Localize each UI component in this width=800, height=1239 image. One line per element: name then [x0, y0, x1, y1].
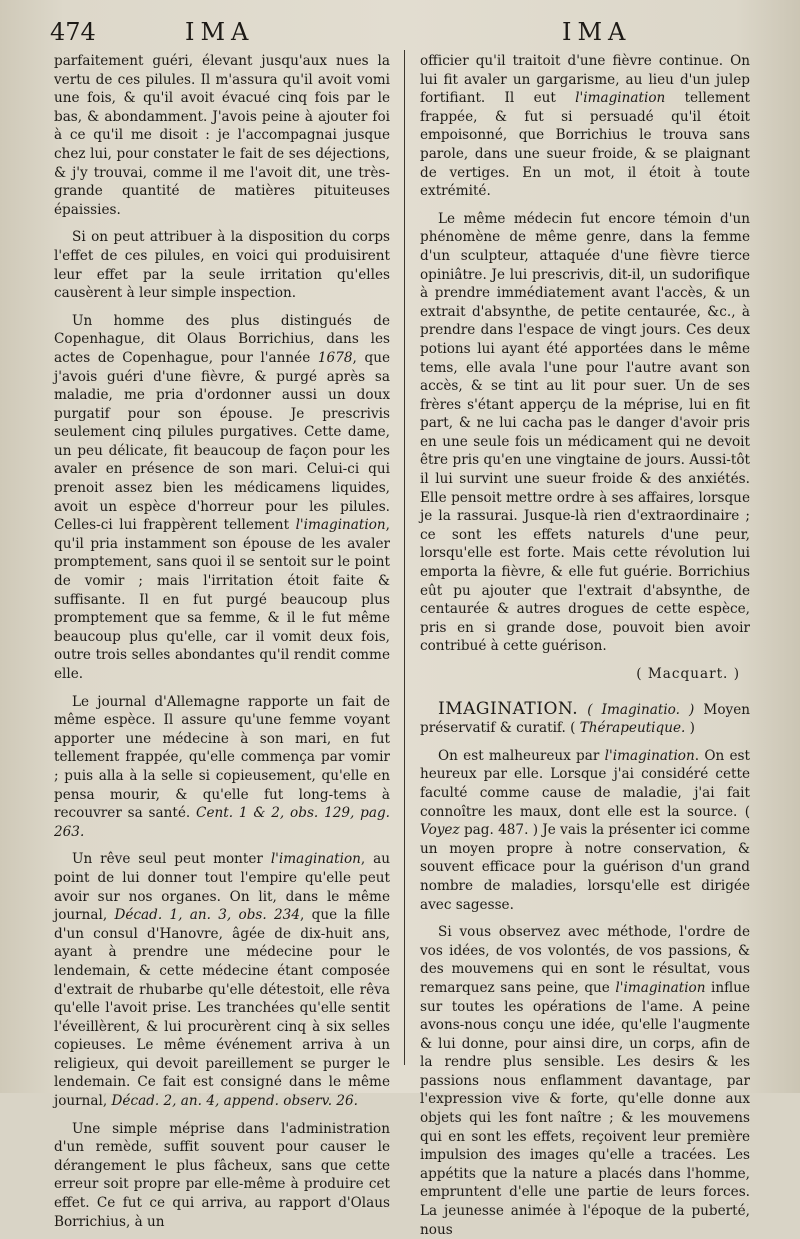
running-head-right: IMA: [562, 18, 632, 46]
paragraph: Un rêve seul peut monter l'imagination, au point de lui donner tout l'empire qu'elle peut avoir sur nos organes. On lit, dans le même journal, Décad. 1, an. 3, obs. 234, que la fille d'un consul d'Hanovre, âgée de dix-huit ans, ayant à prendre une médecine pour le lendemain, & cette médecine étant composée d'extrait de rhubarbe qu'elle détestoit, elle rêva qu'elle l'avoit prise. Les tranchées qu'elle sentit l'éveillèrent, & lui procurèrent cinq à six selles copieuses. Le même événement arriva à un religieux, qui devoit pareillement se purger le lendemain. Ce fait est consigné dans le même journal, Décad. 2, an. 4, append. observ. 26.: [54, 851, 390, 1110]
paragraph: parfaitement guéri, élevant jusqu'aux nues la vertu de ces pilules. Il m'assura qu'il avoit vomi une fois, & qu'il avoit évacué cinq fois par le bas, & abondamment. J'avois peine à ajouter foi à ce qu'il me disoit : je l'accompagnai jusque chez lui, pour constater le fait de ses déjections, & j'y trouvai, comme il me l'avoit dit, une très-grande quantité de matières pituiteuses épaissies.: [54, 53, 390, 218]
paragraph: officier qu'il traitoit d'une fièvre continue. On lui fit avaler un gargarisme, au lieu d'un julep fortifiant. Il eut l'imagination tellement frappée, & fut si persuadé qu'il étoit empoisonné, que Borrichius le trouva sans parole, dans une sueur froide, & se plaignant de vertiges. En un mot, il étoit à toute extrémité.: [420, 53, 750, 200]
paragraph: Si on peut attribuer à la disposition du corps l'effet de ces pilules, en voici qui produisirent leur effet par la seule irritation qu'elles causèrent à leur simple inspection.: [54, 229, 390, 302]
running-head-left: IMA: [185, 18, 255, 46]
paragraph: Une simple méprise dans l'administration d'un remède, suffit souvent pour causer le dérangement le plus fâcheux, sans que cette erreur soit propre par elle-même à produire cet effet. Ce fut ce qui arriva, au rapport d'Olaus Borrichius, à un: [54, 1120, 390, 1230]
column-divider: [404, 50, 405, 1065]
entry-headword: IMAGINATION.: [438, 698, 579, 719]
author-signature: ( Macquart. ): [636, 666, 740, 682]
paragraph: Un homme des plus distingués de Copenhague, dit Olaus Borrichius, dans les actes de Copenhague, pour l'année 1678, que j'avois guéri d'une fièvre, & purgé après sa maladie, me pria d'ordonner aussi un doux purgatif pour son épouse. Je prescrivis seulement cinq pilules purgatives. Cette dame, un peu délicate, fit beaucoup de façon pour les avaler en présence de son mari. Celui-ci qui prenoit assez bien les médicamens liquides, avoit un espèce d'horreur pour les pilules. Celles-ci lui frappèrent tellement l'imagination, qu'il pria instamment son épouse de les avaler promptement, sans quoi il se sentoit sur le point de vomir ; mais l'irritation étoit faite & suffisante. Il en fut purgé beaucoup plus promptement que sa femme, & il le fut même beaucoup plus qu'elle, car il vomit deux fois, outre trois selles abondantes qu'il rendit comme elle.: [54, 312, 390, 682]
paragraph: Le journal d'Allemagne rapporte un fait de même espèce. Il assure qu'une femme voyant apporter une médecine à son mari, en fut tellement frappée, qu'elle commença par vomir ; puis alla à la selle si copieusement, qu'elle en pensa mourir, & qu'elle fut long-tems à recouvrer sa santé. Cent. 1 & 2, obs. 129, pag. 263.: [54, 693, 390, 840]
page-header: [50, 18, 790, 52]
page-number: 474: [50, 18, 96, 46]
left-column: [54, 52, 390, 1230]
right-column: [420, 52, 750, 1238]
paragraph: Si vous observez avec méthode, l'ordre de vos idées, de vos volontés, de vos passions, & des mouvemens qui en sont le résultat, vous remarquez sans peine, que l'imagination influe sur toutes les opérations de l'ame. A peine avons-nous conçu une idée, qu'elle l'augmente & lui donne, pour ainsi dire, un corps, afin de la rendre plus sensible. Les desirs & les passions nous enflamment davantage, par l'expression vive & forte, qu'elle donne aux objets qui les font naître ; & les mouvemens qui en sont les effets, reçoivent leur première impulsion des images qu'elle a tracées. Les appétits que la nature a placés dans l'homme, empruntent d'elle une partie de leurs forces. La jeunesse animée à l'époque de la puberté, nous: [420, 924, 750, 1238]
dictionary-entry-heading: IMAGINATION. ( Imaginatio. ) Moyen préservatif & curatif. ( Thérapeutique. ): [420, 698, 750, 737]
paragraph: Le même médecin fut encore témoin d'un phénomène de même genre, dans la femme d'un sculpteur, attaquée d'une fièvre tierce opiniâtre. Je lui prescrivis, dit-il, un sudorifique à prendre immédiatement avant l'accès, & un extrait d'absynthe, de petite centaurée, &c., à prendre dans l'espace de vingt jours. Ces deux potions lui ayant été apportées dans le même tems, elle avala l'une pour l'autre avant son accès, & se tint au lit pour suer. Un de ses frères s'étant apperçu de la méprise, lui en fit part, & ne lui cacha pas le danger d'avoir pris en une seule fois un médicament qui ne devoit être pris qu'en une vingtaine de jours. Aussi-tôt il lui survint une sueur froide & des anxiétés. Elle pensoit mettre ordre à ses affaires, lorsque je la rassurai. Jusque-là rien d'extraordinaire ; ce sont les effets naturels d'une peur, lorsqu'elle est forte. Mais cette révolution lui emporta la fièvre, & elle fut guérie. Borrichius eût pu ajouter que l'extrait d'absynthe, de centaurée & autres drogues de cette espèce, pris en si grande dose, pouvoit bien avoir contribué à cette guérison.: [420, 210, 750, 655]
paragraph: On est malheureux par l'imagination. On est heureux par elle. Lorsque j'ai considéré cette faculté comme cause de maladie, j'ai fait connoître les maux, dont elle est la source. ( Voyez pag. 487. ) Je vais la présenter ici comme un moyen propre à notre conservation, & souvent efficace pour la guérison d'un grand nombre de maladies, lorsqu'elle est dirigée avec sagesse.: [420, 747, 750, 913]
